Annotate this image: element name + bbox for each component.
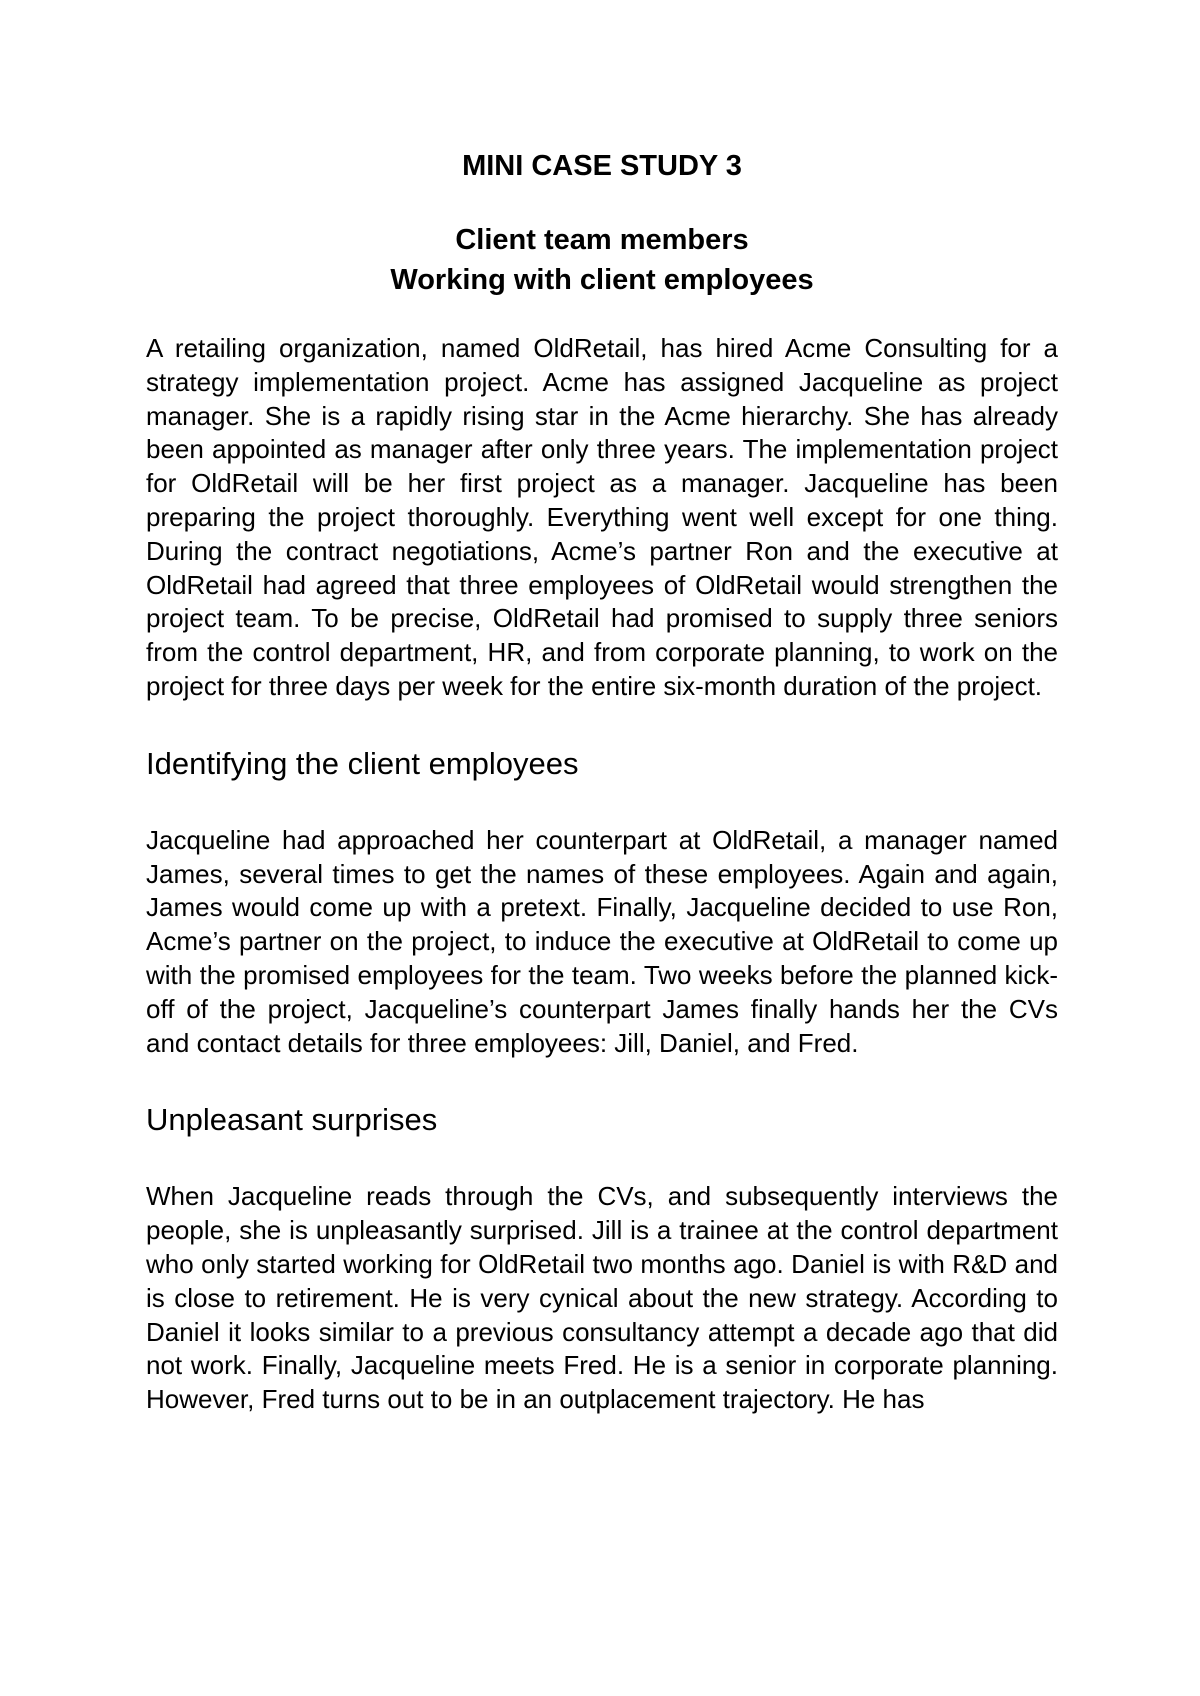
section-heading-surprises: Unpleasant surprises bbox=[146, 1102, 438, 1138]
section-heading-identifying: Identifying the client employees bbox=[146, 745, 579, 781]
case-title: MINI CASE STUDY 3 bbox=[462, 150, 742, 182]
subtitle-line-2: Working with client employees bbox=[390, 264, 814, 296]
subtitle-line-1: Client team members bbox=[455, 224, 749, 256]
subtitle-block bbox=[146, 220, 1058, 300]
document-page bbox=[146, 148, 1058, 1417]
paragraph-intro: A retailing organization, named OldRetail, has hired Acme Consulting for a strategy implementation project. Acme has assigned Jacqueline as project manager. She is a rapidly rising star in the Acme hierarchy. She has already been appointed as manager after only three years. The implementation project for OldRetail will be her first project as a manager. Jacqueline has been preparing the project thoroughly. Everything went well except for one thing. During the contract negotiations, Acme’s partner Ron and the executive at OldRetail had agreed that three employees of OldRetail would strengthen the project team. To be precise, OldRetail had promised to supply three seniors from the control department, HR, and from corporate planning, to work on the project for three days per week for the entire six-month duration of the project. bbox=[146, 333, 1058, 701]
paragraph-identifying: Jacqueline had approached her counterpart at OldRetail, a manager named James, several times to get the names of these employees. Again and again, James would come up with a pretext. Finally, Jacqueline decided to use Ron, Acme’s partner on the project, to induce the executive at OldRetail to come up with the promised employees for the team. Two weeks before the planned kick-off of the project, Jacqueline’s counterpart James finally hands her the CVs and contact details for three employees: Jill, Daniel, and Fred. bbox=[146, 824, 1058, 1058]
paragraph-surprises: When Jacqueline reads through the CVs, and subsequently interviews the people, she is unpleasantly surprised. Jill is a trainee at the control department who only started working for OldRetail two months ago. Daniel is with R&D and is close to retirement. He is very cynical about the new strategy. According to Daniel it looks similar to a previous consultancy attempt a decade ago that did not work. Finally, Jacqueline meets Fred. He is a senior in corporate planning. However, Fred turns out to be in an outplacement trajectory. He has bbox=[146, 1181, 1058, 1415]
